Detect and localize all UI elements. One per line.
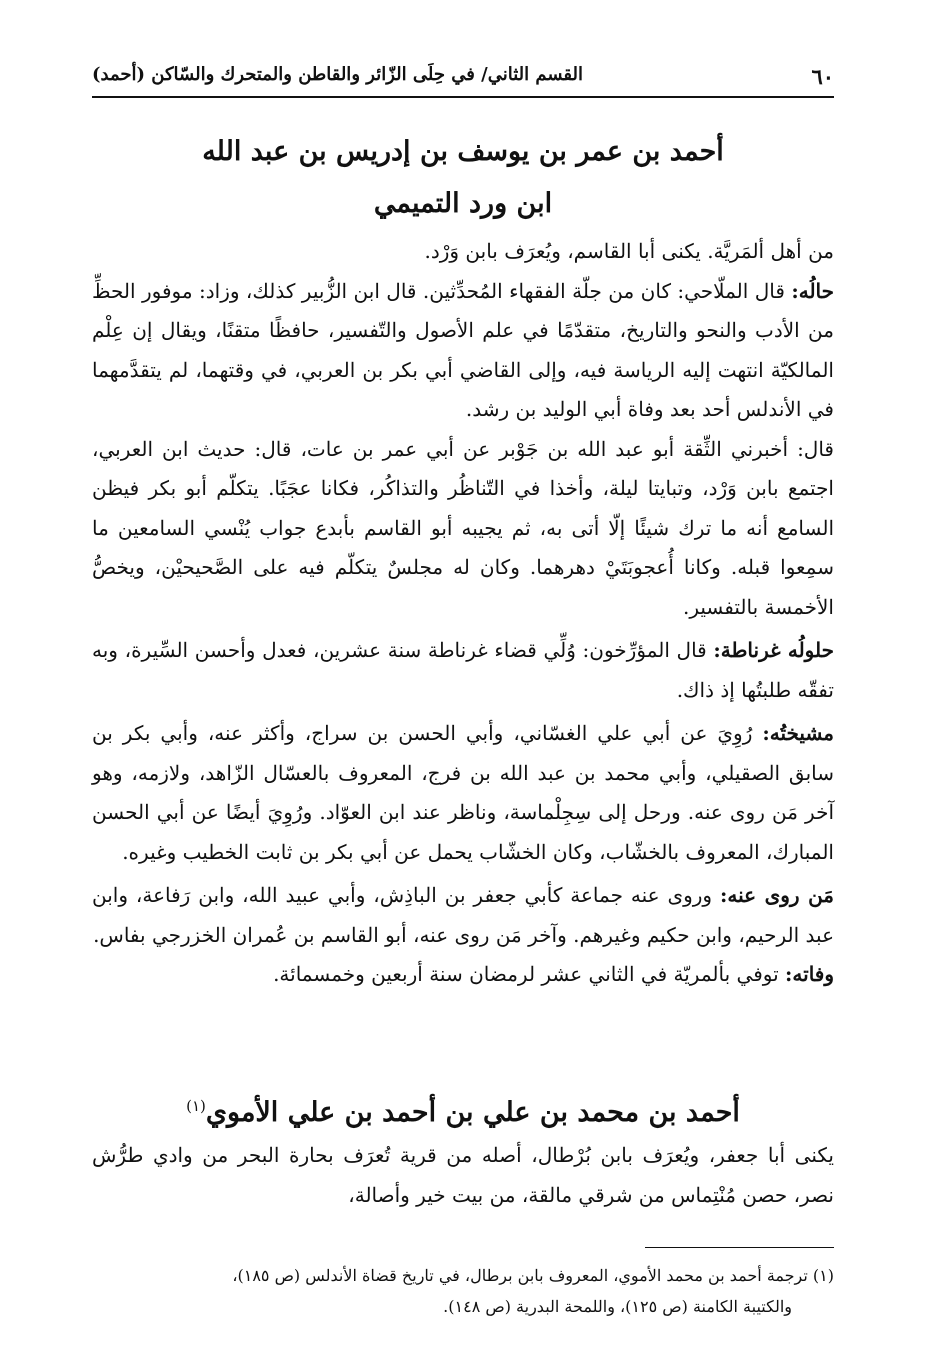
footnote-line-2: والكتيبة الكامنة (ص ١٢٥)، واللمحة البدرية (ص ١٤٨). xyxy=(443,1297,792,1316)
rawaw-paragraph xyxy=(92,876,834,955)
hal-label: حالُه: xyxy=(791,278,835,303)
mashyakha-paragraph xyxy=(92,714,834,872)
wafat-paragraph xyxy=(92,955,834,995)
hal-text: قال الملّاحي: كان من جلّة الفقهاء المُحدِّثين. قال ابن الزُّبير كذلك، وزاد: موفور الحظِّ من الأدب والنحو والتاريخ، متقدّمًا في علم الأصول والتّفسير، حافظًا متقنًا، ويقال إن عِلْم المالكيّة انتهت إليه الرياسة فيه، وإلى القاضي أبي بكر بن العربي، في وقتهما، لم يتقدَّمهما في الأندلس أحد بعد وفاة أبي الوليد بن رشد. xyxy=(92,278,834,421)
intro-paragraph: من أهل ألمَريَّة. يكنى أبا القاسم، ويُعرَف بابن وَرْد. xyxy=(424,239,834,263)
running-title: القسم الثاني/ في حِلَى الزّائر والقاطن والمتحرك والسّاكن (أحمد) xyxy=(92,64,584,85)
wafat-text: توفي بألمريّة في الثاني عشر لرمضان سنة أربعين وخمسمائة. xyxy=(273,962,779,986)
wafat-label: وفاته: xyxy=(785,962,834,986)
footnote-rule xyxy=(645,1247,834,1248)
entry-2-paragraph: يكنى أبا جعفر، ويُعرَف بابن بُرْطال، أصله من قرية تُعرَف بحارة البحر من وادي طرُّش نصر، حصن مُنْتِماس من شرقي مالقة، من بيت خير وأصالة، xyxy=(92,1143,834,1207)
entry-2-body xyxy=(92,1136,834,1215)
rawaw-label: مَن روى عنه: xyxy=(720,883,835,907)
entry-title-1-line1: أحمد بن عمر بن يوسف بن إدريس بن عبد الله xyxy=(202,136,724,167)
hulul-label: حلولُه غرناطة: xyxy=(713,638,834,662)
qal-paragraph: قال: أخبرني الثِّقة أبو عبد الله بن جَوْبر عن أبي عمر بن عات، قال: حديث ابن العربي، اجتمع بابن وَرْد، وتبايتا ليلة، وأخذا في التّناظُر والتذاكُر، فكانا عجَبًا. يتكلّم أبو بكر فيظن السامع أنه ما ترك شيئًا إلّا أتى به، ثم يجيبه أبو القاسم بأبدع جواب يُنْسي السامعين ما سمِعوا قبله. وكانا أُعجوبَتَيْ دهرهما. وكان له مجلسٌ يتكلّم فيه على الصَّحيحيْن، ويخصُّ الأخمسة بالتفسير. xyxy=(92,436,834,619)
entry-1-body xyxy=(92,232,834,995)
page-number: ٦٠ xyxy=(811,64,834,89)
hal-paragraph xyxy=(92,272,834,430)
entry-title-1-line2: ابن ورد التميمي xyxy=(373,188,553,219)
footnote-line-1: (١) ترجمة أحمد بن محمد الأموي، المعروف بابن برطال، في تاريخ قضاة الأندلس (ص ١٨٥)، xyxy=(232,1266,834,1285)
entry-title-1 xyxy=(92,126,834,230)
running-header xyxy=(92,58,834,98)
entry-title-2-text: أحمد بن محمد بن علي بن أحمد بن علي الأموي xyxy=(205,1097,740,1128)
rawaw-text: وروى عنه جماعة كأبي جعفر بن الباذِش، وأبي عبيد الله، وابن رَفاعة، وابن عبد الرحيم، وابن حكيم وغيرهم. وآخر مَن روى عنه، أبو القاسم بن عُمران الخزرجي بفاس. xyxy=(92,883,834,947)
footnote xyxy=(92,1260,834,1322)
header-rule xyxy=(92,96,834,98)
entry-title-2 xyxy=(92,1080,834,1139)
mashyakha-text: رُوِيَ عن أبي علي الغسّاني، وأبي الحسن بن سراج، وأكثر عنه، وأبي بكر بن سابق الصقيلي، وأبي محمد بن عبد الله بن فرج، المعروف بالعسّال الزّاهد، ولازمه، وهو آخر مَن روى عنه. ورحل إلى سِجِلْماسة، وناظر عند ابن العوّاد. ورُوِيَ أيضًا عن أبي الحسن المبارك، المعروف بالخشّاب، وكان الخشّاب يحمل عن أبي بكر بن ثابت الخطيب وغيره. xyxy=(92,721,834,864)
hulul-text: قال المؤرِّخون: وُلِّي قضاء غرناطة سنة عشرين، فعدل وأحسن السِّيرة، وبه تفقّه طلبتُها إذ ذاك. xyxy=(92,638,834,702)
hulul-paragraph xyxy=(92,631,834,710)
mashyakha-label: مشيختُه: xyxy=(762,721,834,745)
footnote-marker: (١) xyxy=(186,1097,206,1115)
